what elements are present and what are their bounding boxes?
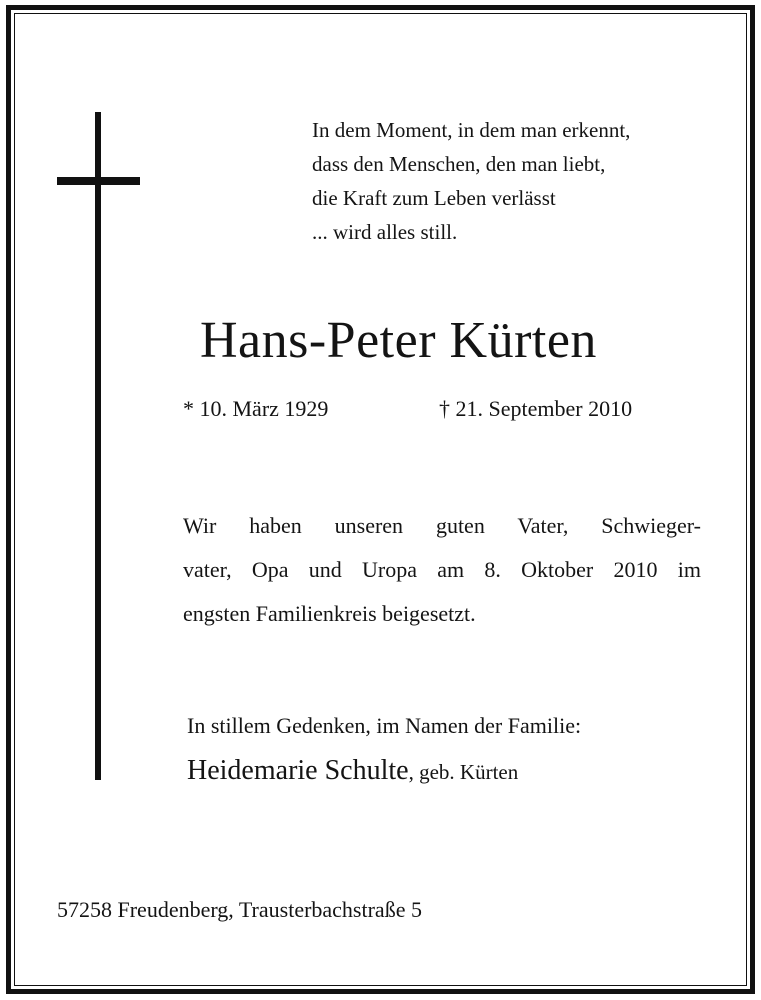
poem-line: dass den Menschen, den man liebt, <box>312 152 606 176</box>
signatory <box>187 751 518 795</box>
cross-icon-horizontal-beam <box>57 177 140 185</box>
poem-line: die Kraft zum Leben verlässt <box>312 186 556 210</box>
signatory-name: Heidemarie Schulte <box>187 755 409 786</box>
death-date: † 21. September 2010 <box>439 396 633 421</box>
family-address: 57258 Freudenberg, Trausterbachstraße 5 <box>57 897 422 922</box>
message-line: Wir haben unseren guten Vater, Schwieger- <box>183 513 701 538</box>
memorial-phrase: In stillem Gedenken, im Namen der Familie: <box>187 713 582 738</box>
message-line: engsten Familienkreis beigesetzt. <box>183 601 476 626</box>
birth-date: * 10. März 1929 <box>183 396 329 421</box>
deceased-name: Hans-Peter Kürten <box>200 312 597 369</box>
poem-line: In dem Moment, in dem man erkennt, <box>312 118 631 142</box>
poem-verse <box>312 113 732 249</box>
poem-line: ... wird alles still. <box>312 220 458 244</box>
signatory-maiden-name: , geb. Kürten <box>408 760 519 784</box>
cross-icon-vertical-beam <box>95 112 101 780</box>
message-line: vater, Opa und Uropa am 8. Oktober 2010 im <box>183 557 701 582</box>
burial-message <box>183 504 701 636</box>
